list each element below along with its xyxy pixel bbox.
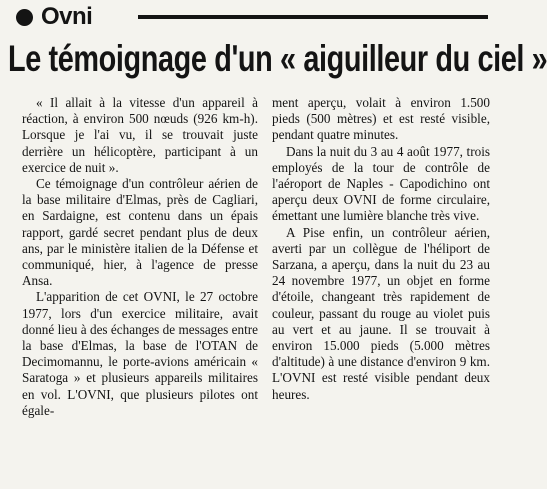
paragraph: A Pise enfin, un contrôleur aérien, averti par un collègue de l'héliport de Sarzana, a aperçu, dans la nuit du 23 au 24 novembre 1977, un objet en forme d'étoile, changeant très rapidement de couleur, passant du rouge au violet puis au vert et au jaune. Il se trouvait à environ 15.000 pieds (5.000 mètres d'altitude) à une distance d'environ 9 km. L'OVNI est resté visible pendant deux heures. (272, 224, 490, 402)
article-headline: Le témoignage d'un « aiguilleur du ciel » (8, 38, 547, 79)
section-rule (138, 15, 488, 19)
bullet-icon (16, 9, 33, 26)
paragraph: Dans la nuit du 3 au 4 août 1977, trois employés de la tour de contrôle de l'aéroport de Naples - Capodichino ont aperçu deux OVNI de forme circulaire, émettant une lumière blanche très vive. (272, 143, 490, 224)
paragraph: ment aperçu, volait à environ 1.500 pieds (500 mètres) et est resté visible, pendant quatre minutes. (272, 95, 490, 143)
article-column-left (22, 95, 258, 483)
article-column-right (272, 95, 490, 483)
paragraph: Ce témoignage d'un contrôleur aérien de la base militaire d'Elmas, près de Cagliari, en Sardaigne, est contenu dans un épais rapport, gardé secret pendant plus de deux ans, par le ministère italien de la Défense et communiqué, hier, à l'agence de presse Ansa. (22, 176, 258, 289)
section-rubric (16, 4, 92, 30)
section-label: Ovni (41, 3, 93, 30)
paragraph: « Il allait à la vitesse d'un appareil à réaction, à environ 500 nœuds (926 km-h). Lorsque je l'ai vu, il se trouvait juste derrière un hélicoptère, participant à un exercice de nuit ». (22, 95, 258, 175)
paragraph: L'apparition de cet OVNI, le 27 octobre 1977, lors d'un exercice militaire, avait donné lieu à des échanges de messages entre la base d'Elmas, la base de l'OTAN de Decimomannu, le porte-avions américain « Saratoga » et plusieurs appareils militaires en vol. L'OVNI, que plusieurs pilotes ont égale- (22, 289, 258, 418)
